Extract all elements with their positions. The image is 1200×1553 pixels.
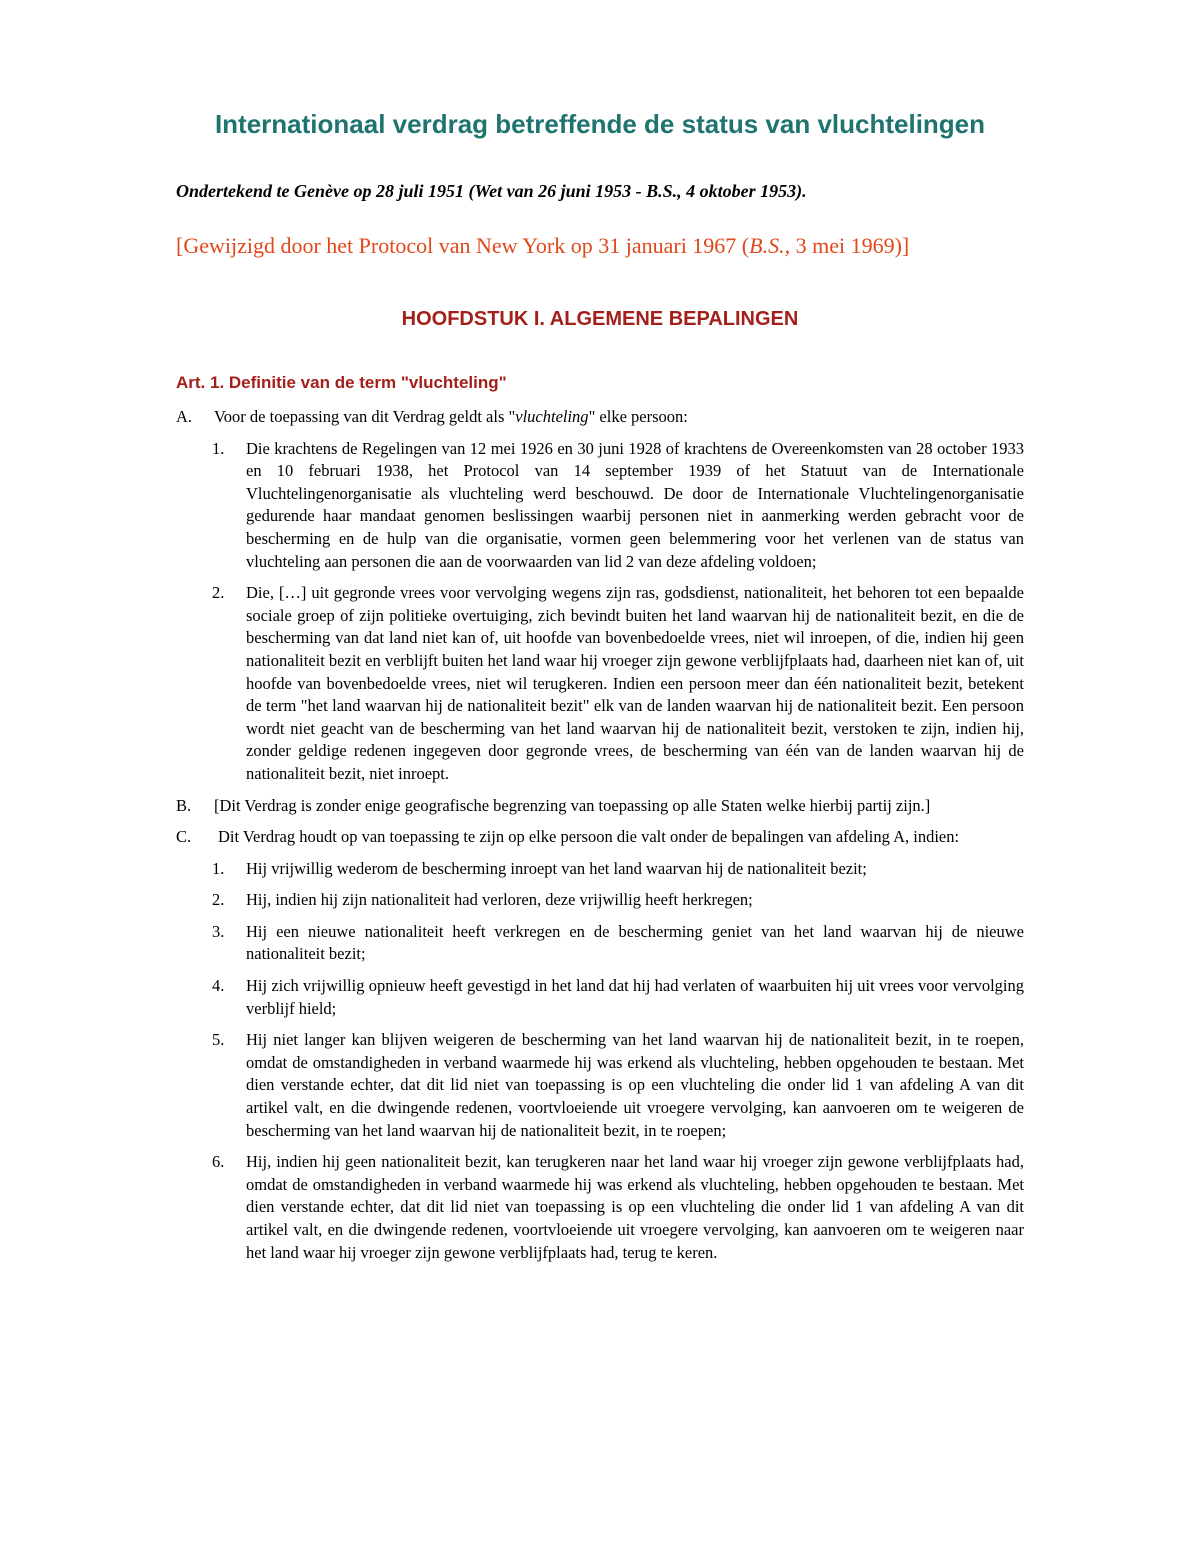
list-item [176, 1151, 1024, 1264]
list-item-number: 4. [212, 976, 225, 996]
section-a [176, 406, 1024, 429]
article-body [176, 406, 1024, 1273]
section-b [176, 795, 1024, 818]
article-heading: Art. 1. Definitie van de term "vluchteling" [176, 373, 507, 392]
amendment-note [176, 233, 909, 259]
signed-line: Ondertekend te Genève op 28 juli 1951 (Wet van 26 juni 1953 - B.S., 4 oktober 1953). [176, 181, 807, 201]
list-item-text: Hij zich vrijwillig opnieuw heeft gevestigd in het land dat hij had verlaten of waarbuiten hij uit vrees voor vervolging verblijf hield; [246, 976, 1024, 1018]
amendment-suffix: , 3 mei 1969)] [784, 233, 910, 258]
section-a-label: A. [176, 407, 193, 426]
section-a-text-italic: vluchteling [515, 407, 589, 426]
list-item-text: Hij, indien hij zijn nationaliteit had verloren, deze vrijwillig heeft herkregen; [246, 890, 753, 910]
list-item [176, 975, 1024, 1020]
list-item-text: Hij vrijwillig wederom de bescherming inroept van het land waarvan hij de nationaliteit bezit; [246, 858, 867, 878]
chapter-heading: HOOFDSTUK I. ALGEMENE BEPALINGEN [401, 308, 799, 330]
amendment-prefix: [Gewijzigd door het Protocol van New York op 31 januari 1967 ( [176, 233, 750, 258]
list-item [176, 582, 1024, 785]
section-b-label: B. [176, 795, 192, 815]
list-item-number: 5. [212, 1030, 225, 1050]
section-c [176, 826, 1024, 849]
list-item-text: Hij, indien hij geen nationaliteit bezit, kan terugkeren naar het land waar hij vroeger zijn gewone verblijfplaats had, omdat de omstandigheden in verband waarmede hij was erkend als vluchteling, hebben opgehouden te bestaan. Met dien verstande echter, dat dit lid niet van toepassing is op een vluchteling die onder lid 1 van afdeling A van dit artikel valt, en die dwingende redenen, voortvloeiende uit vroegere vervolging, kan aanvoeren om te weigeren naar het land waar hij vroeger zijn gewone verblijfplaats had, terug te keren. [246, 1152, 1024, 1262]
list-item [176, 889, 1024, 912]
section-c-label: C. [176, 827, 192, 847]
list-item-number: 3. [212, 921, 225, 941]
list-item-number: 1. [212, 858, 225, 878]
list-item [176, 858, 1024, 881]
section-c-list [176, 858, 1024, 1265]
list-item-text: Hij een nieuwe nationaliteit heeft verkregen en de bescherming geniet van het land waarvan hij de nieuwe nationaliteit bezit; [246, 921, 1024, 964]
list-item [176, 438, 1024, 574]
section-a-list [176, 438, 1024, 786]
list-item-number: 2. [212, 890, 225, 910]
section-c-text: Dit Verdrag houdt op van toepassing te zijn op elke persoon die valt onder de bepalingen van afdeling A, indien: [218, 827, 960, 847]
list-item [176, 1029, 1024, 1142]
list-item-text: Die, […] uit gegronde vrees voor vervolging wegens zijn ras, godsdienst, nationaliteit, het behoren tot een bepaalde sociale groep of zijn politieke overtuiging, zich bevindt buiten het land waarvan hij de nationaliteit bezit, en die de bescherming van dat land niet kan of, uit hoofde van bovenbedoelde vrees, niet wil inroepen, of die, indien hij geen nationaliteit bezit en verblijft buiten het land waar hij vroeger zijn gewone verblijfplaats had, daarheen niet kan of, uit hoofde van bovenbedoelde vrees, niet wil terugkeren. Indien een persoon meer dan één nationaliteit bezit, betekent de term "het land waarvan hij de nationaliteit bezit" elk van de landen waarvan hij de nationaliteit bezit. Een persoon wordt niet geacht van de bescherming van het land waarvan hij de nationaliteit bezit, verstoken te zijn, indien hij, zonder geldige redenen ingegeven door gegronde vrees, de bescherming van één van de landen waarvan hij de nationaliteit bezit, niet inroept. [246, 583, 1024, 783]
list-item-number: 1. [212, 438, 225, 458]
section-a-text-before: Voor de toepassing van dit Verdrag geldt als " [214, 407, 516, 426]
amendment-italic: B.S. [749, 233, 785, 258]
list-item-number: 2. [212, 583, 225, 603]
list-item-text: Hij niet langer kan blijven weigeren de bescherming van het land waarvan hij de nationaliteit bezit, in te roepen, omdat de omstandigheden in verband waarmede hij was erkend als vluchteling, hebben opgehouden te bestaan. Met dien verstande echter, dat dit lid niet van toepassing is op een vluchteling die onder lid 1 van afdeling A van dit artikel valt, en die dwingende redenen, voortvloeiende uit vroegere vervolging, kan aanvoeren om te weigeren de bescherming van het land waarvan hij de nationaliteit bezit, in te roepen; [246, 1030, 1024, 1140]
section-b-text: [Dit Verdrag is zonder enige geografische begrenzing van toepassing op alle Staten welke hierbij partij zijn.] [214, 795, 931, 815]
section-a-text-after: " elke persoon: [588, 407, 688, 426]
list-item [176, 921, 1024, 966]
list-item-text: Die krachtens de Regelingen van 12 mei 1926 en 30 juni 1928 of krachtens de Overeenkomsten van 28 october 1933 en 10 februari 1938, het Protocol van 14 september 1939 of het Statuut van de Internationale Vluchtelingenorganisatie als vluchteling werd beschouwd. De door de Internationale Vluchtelingenorganisatie gedurende haar mandaat genomen beslissingen waarbij personen niet in aanmerking werden gebracht voor de bescherming en de hulp van die organisatie, vormen geen belemmering voor het verlenen van de status van vluchteling aan personen die aan de voorwaarden van lid 2 van deze afdeling voldoen; [246, 438, 1024, 571]
list-item-number: 6. [212, 1152, 225, 1172]
document-title: Internationaal verdrag betreffende de status van vluchtelingen [214, 109, 986, 139]
